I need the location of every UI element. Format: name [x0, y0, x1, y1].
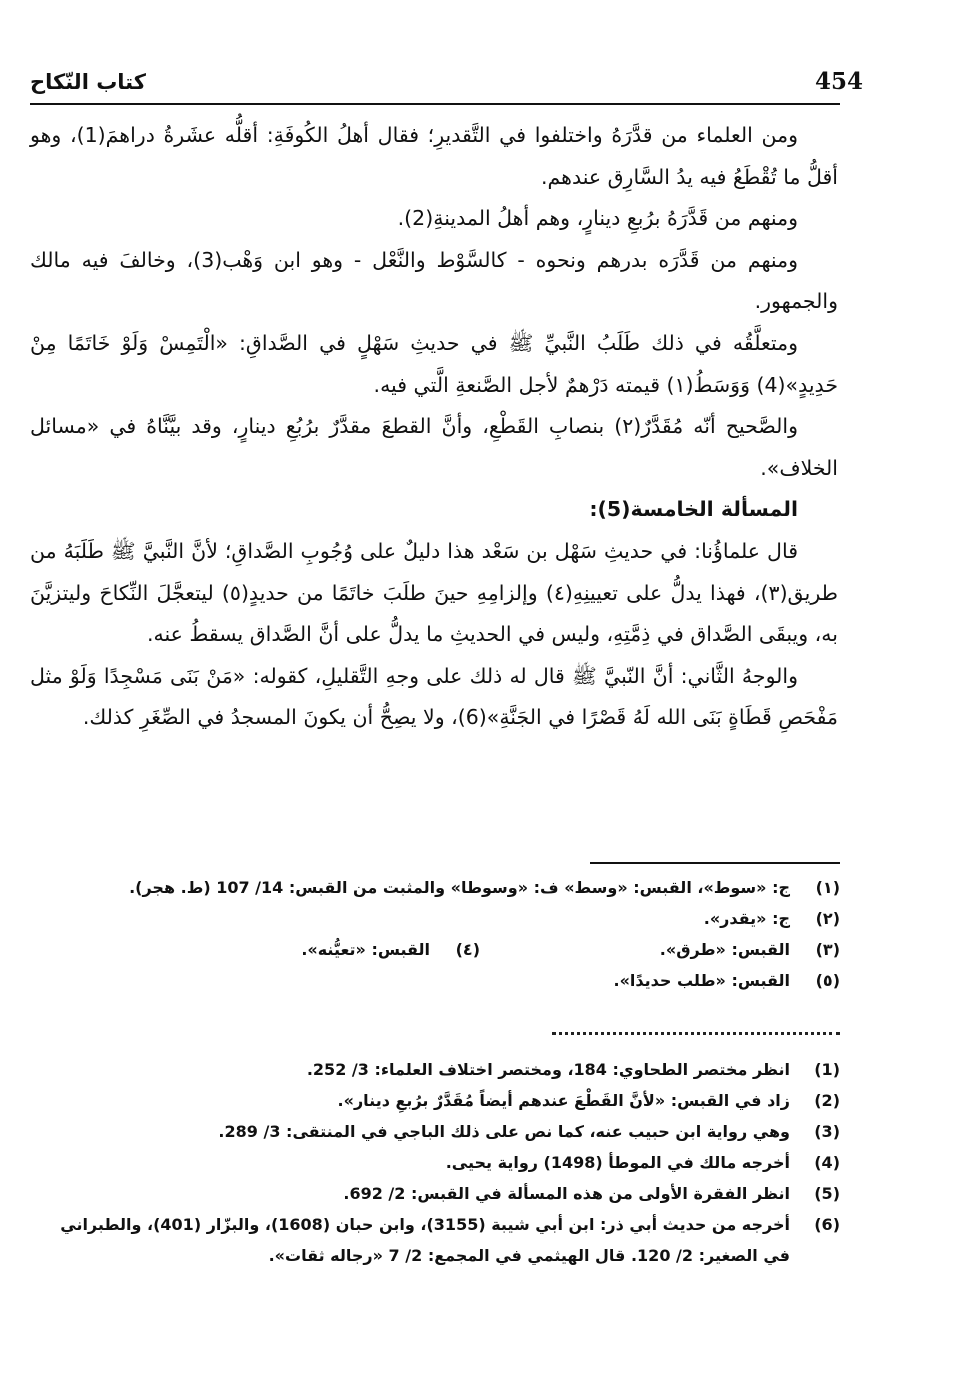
editor-footnotes: [60, 872, 840, 996]
footnote: [60, 1116, 840, 1147]
paragraph: ومنهم من قَدَّرَه بدرهم ونحوه - كالسَّوْط والنَّعْل - وهو ابن وَهْب(3)، وخالفَ فيه مالك والجمهور.: [30, 247, 838, 314]
footnote: [60, 1085, 840, 1116]
footnote-separator: [590, 862, 840, 864]
footnote-text: زاد في القبس: «لأنَّ القَطْعَ عندهم أيضاً مُقَدَّرٌ برُبعِ دينار».: [337, 1091, 790, 1110]
footnote: [60, 965, 840, 996]
footnote-text: القبس: «تعيُّنه».: [301, 940, 430, 959]
footnote-text: انظر الفقرة الأولى من هذه المسألة في القبس: 2/ 692.: [343, 1184, 790, 1203]
footnote-number: (2): [814, 1091, 840, 1110]
footnote-number: (٤): [455, 940, 480, 959]
footnote-text: أخرجه مالك في الموطأ (1498) رواية يحيى.: [445, 1153, 790, 1172]
footnote: [60, 1209, 840, 1271]
footnote-number: (5): [814, 1184, 840, 1203]
paragraph: ومن العلماء من قدَّرَهُ واختلفوا في التَّقديرِ؛ فقال أهلُ الكُوفَةِ: أقلُّه عشَرةُ دراهمَ(1)، وهو أقلُّ ما تُقْطَعُ فيه يدُ السَّارِق عندهم.: [30, 123, 838, 189]
footnote-number: (4): [814, 1153, 840, 1172]
footnote-number: (3): [814, 1122, 840, 1141]
paragraph: ومنهم من قَدَّرَهُ برُبعِ دينارٍ، وهم أهلُ المدينةِ(2).: [397, 206, 798, 231]
footnote: [60, 1054, 840, 1085]
footnote-text: وهي رواية ابن حبيب عنه، كما نص على ذلك الباجي في المنتقى: 3/ 289.: [218, 1122, 790, 1141]
page-number: 454: [815, 68, 864, 95]
footnote-text: ج: «سوط»، القبس: «وسط» ف: «وسوطا» والمثبت من القبس: 14/ 107 (ط. هجر).: [129, 878, 790, 897]
main-text: [30, 115, 838, 739]
dotted-separator: [552, 1032, 840, 1035]
footnote: [120, 934, 480, 965]
paragraph: والصَّحيح أنّه مُقَدَّرٌ(٢) بنصابِ القَطْعِ، وأنَّ القطعَ مقدَّرٌ برُبُعِ دينارٍ، وقد بيَّنَّاهُ في «مسائل الخلاف».: [30, 414, 838, 480]
source-footnotes: [60, 1054, 840, 1271]
footnote-text: ج: «يقدر».: [703, 909, 790, 928]
paragraph: والوجهُ الثَّاني: أنَّ النّبيَّ ﷺ قال له ذلك على وجهِ التَّقليلِ، كقوله: «مَنْ بَنَى مَسْجِدًا وَلَوْ مثل مَفْحَصِ قَطَاةٍ بَنَى الله لَهُ قَصْرًا في الجَنَّةِ»(6)، ولا يصِحُّ أن يكونَ المسجدُ في الصِّغَرِ كذلك.: [30, 663, 838, 730]
footnote-text: انظر مختصر الطحاوي: 184، ومختصر اختلاف العلماء: 3/ 252.: [306, 1060, 790, 1079]
footnote-text: القبس: «طلب حديدًا».: [613, 971, 790, 990]
footnote-number: (٢): [815, 909, 840, 928]
footnote-number: (1): [814, 1060, 840, 1079]
page-header: [30, 68, 864, 108]
paragraph: قال علماؤُنا: في حديثِ سَهْل بن سَعْد هذا دليلٌ على وُجُوبِ الصَّداقِ؛ لأنَّ النَّبيَّ ﷺ طَلَبَهُ من طريق(٣)، فهذا يدلُّ على تعيينِهِ(٤) وإلزامِهِ حينَ طلَبَ خاتَمًا من حديدٍ(٥) ليتعجَّلَ النِّكاحَ وليتزيَّنَ به، ويبقَى الصَّداق في ذِمَّتِهِ، وليس في الحديثِ ما يدلُّ على أنَّ الصَّداق يسقطُ عنه.: [30, 538, 838, 647]
footnote-number: (٣): [815, 940, 840, 959]
running-title: كتاب النّكاح: [30, 70, 146, 94]
footnote: [480, 934, 840, 965]
footnote-number: (٥): [815, 971, 840, 990]
footnote-text: القبس: «طرق».: [659, 940, 790, 959]
section-heading: المسألة الخامسة(5):: [589, 497, 798, 522]
footnote: [60, 903, 840, 934]
footnote: [60, 872, 840, 903]
footnote-text: أخرجه من حديث أبي ذر: ابن أبي شيبة (3155)، وابن حبان (1608)، والبزّار (401)، والطبراني في الصغير: 2/ 120. قال الهيثمي في المجمع: 2/ 7 «رجاله ثقات».: [60, 1215, 790, 1265]
header-rule: [30, 103, 840, 105]
footnote: [60, 1147, 840, 1178]
paragraph: ومتعلَّقُه في ذلك طَلَبُ النَّبيِّ ﷺ في حديثِ سَهْلٍ في الصَّداقِ: «الْتَمِسْ وَلَوْ خَاتَمًا مِنْ حَدِيدٍ»(4) وَوَسَطُ(١) قيمته دَرْهمٌ لأجل الصَّنعةِ الَّتي فيه.: [30, 330, 838, 397]
footnote-number: (6): [814, 1215, 840, 1234]
footnote-row: [60, 934, 840, 965]
footnote: [60, 1178, 840, 1209]
footnote-number: (١): [815, 878, 840, 897]
